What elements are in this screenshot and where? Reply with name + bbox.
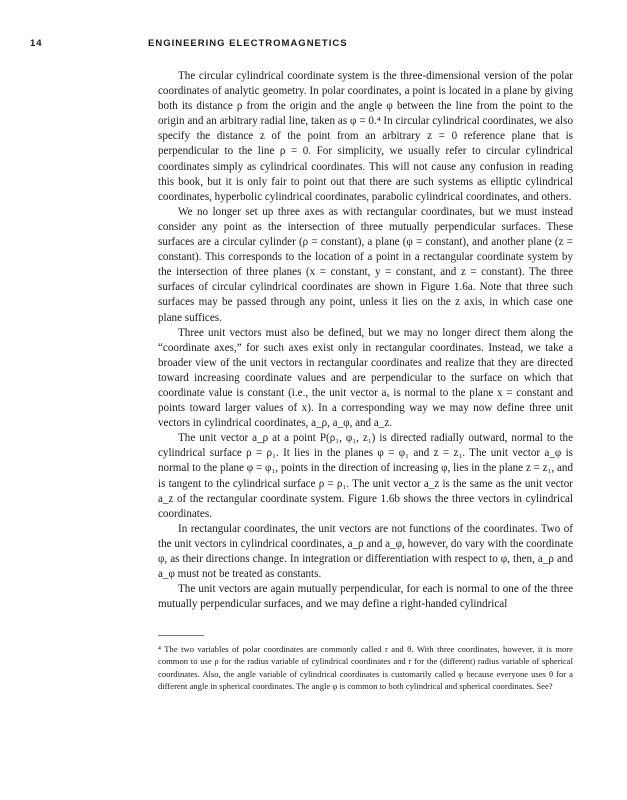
page-number: 14: [30, 38, 43, 49]
paragraph: The unit vector a_ρ at a point P(ρ₁, φ₁, z₁) is directed radially outward, normal to the cylindrical surface ρ = ρ₁. It lies in the planes φ = φ₁ and z = z₁. The unit vector a_φ is normal to the plane φ = φ₁, points in the direction of increasing φ, lies in the plane z = z₁, and is tangent to the cylindrical surface ρ = ρ₁. The unit vector a_z is the same as the unit vector a_z of the rectangular coordinate system. Figure 1.6b shows the three vectors in cylindrical coordinates.: [158, 432, 573, 520]
paragraph: The unit vectors are again mutually perpendicular, for each is normal to one of the three mutually perpendicular surfaces, and we may define a right-handed cylindrical: [158, 583, 573, 611]
footnote: ⁴ The two variables of polar coordinates are commonly called r and θ. With three coordinates, however, it is more common to use ρ for the radius variable of cylindrical coordinates and r for the (different) radius variable of spherical coordinates. Also, the angle variable of cylindrical coordinates is customarily called φ because everyone uses θ for a different angle in spherical coordinates. The angle φ is common to both cylindrical and spherical coordinates. See?: [158, 644, 573, 691]
paragraph: Three unit vectors must also be defined, but we may no longer direct them along the “coordinate axes,” for such axes exist only in rectangular coordinates. Instead, we take a broader view of the unit vectors in rectangular coordinates and realize that they are directed toward increasing coordinate values and are perpendicular to the surface on which that coordinate value is constant (i.e., the unit vector aₓ is normal to the plane x = constant and points toward larger values of x). In a corresponding way we may now define three unit vectors in cylindrical coordinates, a_ρ, a_φ, and a_z.: [158, 326, 573, 430]
body-text: [158, 69, 573, 612]
paragraph: The circular cylindrical coordinate system is the three-dimensional version of the polar coordinates of analytic geometry. In polar coordinates, a point is located in a plane by giving both its distance ρ from the origin and the angle φ between the line from the point to the origin and an arbitrary radial line, taken as φ = 0.⁴ In circular cylindrical coordinates, we also specify the distance z of the point from an arbitrary z = 0 reference plane that is perpendicular to the line ρ = 0. For simplicity, we usually refer to circular cylindrical coordinates simply as cylindrical coordinates. This will not cause any confusion in reading this book, but it is only fair to point out that there are such systems as elliptic cylindrical coordinates, hyperbolic cylindrical coordinates, parabolic cylindrical coordinates, and others.: [158, 70, 573, 203]
running-head: ENGINEERING ELECTROMAGNETICS: [148, 38, 348, 49]
paragraph: In rectangular coordinates, the unit vectors are not functions of the coordinates. Two of the unit vectors in cylindrical coordinates, a_ρ and a_φ, however, do vary with the coordinate φ, as their directions change. In integration or differentiation with respect to φ, then, a_ρ and a_φ must not be treated as constants.: [158, 522, 573, 581]
page-header: [30, 38, 600, 54]
paragraph: We no longer set up three axes as with rectangular coordinates, but we must instead consider any point as the intersection of three mutually perpendicular surfaces. These surfaces are a circular cylinder (ρ = constant), a plane (φ = constant), and another plane (z = constant). This corresponds to the location of a point in a rectangular coordinate system by the intersection of three planes (x = constant, y = constant, and z = constant). The three surfaces of circular cylindrical coordinates are shown in Figure 1.6a. Note that three such surfaces may be passed through any point, unless it lies on the z axis, in which case one plane suffices.: [158, 205, 573, 324]
footnote-rule: [158, 635, 204, 636]
